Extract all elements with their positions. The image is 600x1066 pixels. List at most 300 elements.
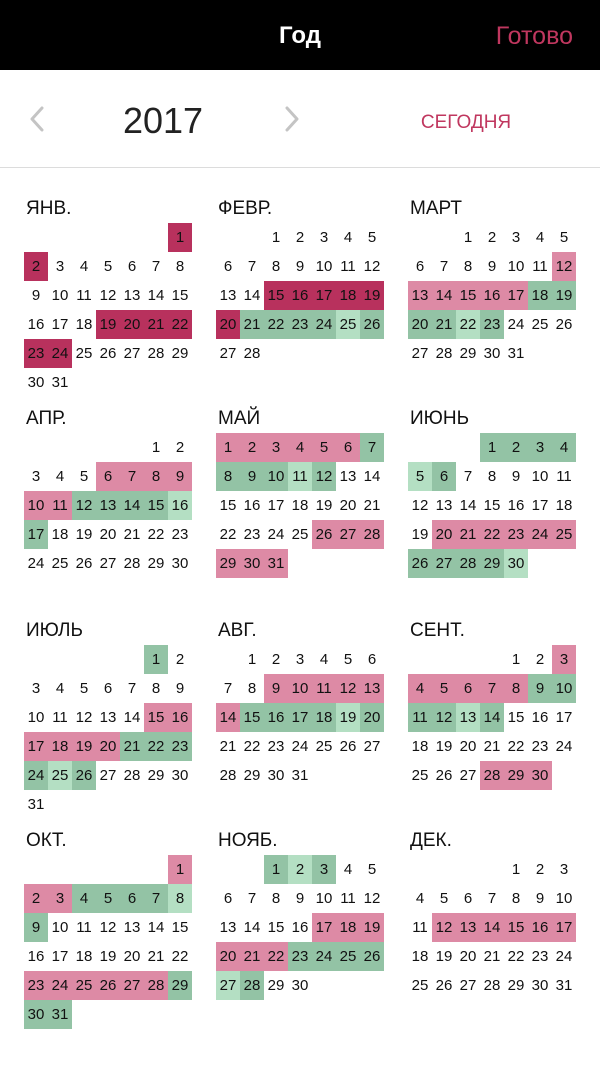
day-cell[interactable]: 27	[411, 345, 429, 362]
day-cell[interactable]: 13	[219, 287, 237, 304]
day-cell[interactable]: 4	[319, 651, 329, 668]
day-cell-lightgreen[interactable]: 25	[48, 761, 72, 790]
day-cell-green[interactable]: 13	[96, 491, 120, 520]
day-cell[interactable]: 19	[315, 497, 333, 514]
day-cell[interactable]: 6	[223, 258, 233, 275]
day-cell[interactable]: 19	[435, 948, 453, 965]
day-cell-pink[interactable]: 22	[264, 942, 288, 971]
day-cell-green[interactable]: 22	[264, 310, 288, 339]
day-cell[interactable]: 24	[27, 555, 45, 572]
day-cell[interactable]: 19	[99, 948, 117, 965]
day-cell-green[interactable]: 11	[408, 703, 432, 732]
day-cell[interactable]: 28	[123, 555, 141, 572]
month-10[interactable]	[24, 827, 192, 1029]
day-cell[interactable]: 9	[175, 680, 185, 697]
day-cell[interactable]: 28	[147, 345, 165, 362]
day-cell[interactable]: 7	[463, 468, 473, 485]
day-cell[interactable]: 29	[267, 977, 285, 994]
day-cell[interactable]: 27	[459, 977, 477, 994]
day-cell[interactable]: 25	[75, 345, 93, 362]
prev-year-button[interactable]	[27, 104, 49, 134]
day-cell-pink[interactable]: 25	[552, 520, 576, 549]
day-cell-green[interactable]: 26	[360, 942, 384, 971]
day-cell-green[interactable]: 1	[480, 433, 504, 462]
day-cell-pink[interactable]: 30	[528, 761, 552, 790]
day-cell-pink[interactable]: 20	[96, 732, 120, 761]
day-cell[interactable]: 5	[439, 890, 449, 907]
day-cell-green[interactable]: 8	[216, 462, 240, 491]
day-cell-pink[interactable]: 18	[48, 732, 72, 761]
day-cell-green[interactable]: 21	[240, 310, 264, 339]
day-cell-dark[interactable]: 23	[24, 339, 48, 368]
day-cell-pink[interactable]: 23	[504, 520, 528, 549]
day-cell-green[interactable]: 24	[312, 310, 336, 339]
day-cell-pink[interactable]: 1	[168, 855, 192, 884]
day-cell-green[interactable]: 29	[168, 971, 192, 1000]
day-cell-green[interactable]: 6	[120, 884, 144, 913]
day-cell[interactable]: 5	[367, 861, 377, 878]
day-cell[interactable]: 30	[171, 555, 189, 572]
day-cell[interactable]: 29	[507, 977, 525, 994]
day-cell-pink[interactable]: 7	[480, 674, 504, 703]
day-cell[interactable]: 25	[531, 316, 549, 333]
day-cell-pink[interactable]: 9	[264, 674, 288, 703]
day-cell-pink[interactable]: 11	[48, 491, 72, 520]
day-cell[interactable]: 16	[27, 948, 45, 965]
day-cell-pink[interactable]: 17	[552, 913, 576, 942]
day-cell[interactable]: 5	[343, 651, 353, 668]
day-cell-pink[interactable]: 6	[96, 462, 120, 491]
day-cell-pink[interactable]: 14	[432, 281, 456, 310]
day-cell[interactable]: 28	[123, 767, 141, 784]
day-cell[interactable]: 9	[535, 890, 545, 907]
day-cell-green[interactable]: 1	[264, 855, 288, 884]
day-cell-pink[interactable]: 15	[144, 703, 168, 732]
day-cell[interactable]: 15	[219, 497, 237, 514]
day-cell[interactable]: 28	[435, 345, 453, 362]
day-cell-green[interactable]: 15	[144, 491, 168, 520]
day-cell[interactable]: 8	[487, 468, 497, 485]
day-cell[interactable]: 29	[147, 767, 165, 784]
day-cell[interactable]: 7	[439, 258, 449, 275]
day-cell[interactable]: 27	[99, 555, 117, 572]
day-cell[interactable]: 10	[315, 890, 333, 907]
day-cell-lightgreen[interactable]: 22	[456, 310, 480, 339]
day-cell[interactable]: 13	[99, 709, 117, 726]
day-cell-green[interactable]: 23	[288, 310, 312, 339]
day-cell[interactable]: 18	[75, 948, 93, 965]
day-cell[interactable]: 20	[123, 948, 141, 965]
day-cell-pink[interactable]: 19	[360, 913, 384, 942]
day-cell[interactable]: 3	[559, 861, 569, 878]
day-cell-lightgreen[interactable]: 30	[504, 549, 528, 578]
day-cell[interactable]: 20	[459, 738, 477, 755]
day-cell[interactable]: 21	[483, 738, 501, 755]
day-cell[interactable]: 29	[171, 345, 189, 362]
day-cell-green[interactable]: 28	[240, 971, 264, 1000]
day-cell[interactable]: 4	[415, 890, 425, 907]
day-cell-pink[interactable]: 2	[240, 433, 264, 462]
day-cell[interactable]: 3	[319, 229, 329, 246]
day-cell[interactable]: 21	[219, 738, 237, 755]
day-cell[interactable]: 11	[52, 709, 68, 726]
day-cell-green[interactable]: 3	[528, 433, 552, 462]
day-cell-green[interactable]: 5	[96, 884, 120, 913]
day-cell[interactable]: 18	[411, 738, 429, 755]
day-cell[interactable]: 7	[151, 258, 161, 275]
day-cell-pink[interactable]: 10	[24, 491, 48, 520]
day-cell-pink[interactable]: 28	[144, 971, 168, 1000]
day-cell[interactable]: 18	[555, 497, 573, 514]
day-cell[interactable]: 9	[511, 468, 521, 485]
day-cell[interactable]: 4	[79, 258, 89, 275]
day-cell[interactable]: 21	[363, 497, 381, 514]
day-cell-pink[interactable]: 19	[72, 732, 96, 761]
day-cell-lightgreen[interactable]: 13	[456, 703, 480, 732]
day-cell[interactable]: 19	[435, 738, 453, 755]
day-cell[interactable]: 3	[31, 680, 41, 697]
day-cell-green[interactable]: 17	[24, 520, 48, 549]
day-cell[interactable]: 12	[363, 890, 381, 907]
day-cell-lightgreen[interactable]: 25	[336, 310, 360, 339]
day-cell[interactable]: 14	[363, 468, 381, 485]
day-cell-pink[interactable]: 5	[432, 674, 456, 703]
day-cell-green[interactable]: 27	[432, 549, 456, 578]
day-cell[interactable]: 14	[459, 497, 477, 514]
day-cell-dark[interactable]: 2	[24, 252, 48, 281]
month-4[interactable]	[24, 405, 192, 578]
done-button[interactable]: Готово	[495, 22, 573, 50]
day-cell[interactable]: 15	[267, 919, 285, 936]
day-cell-pink[interactable]: 20	[432, 520, 456, 549]
day-cell-pink[interactable]: 3	[552, 645, 576, 674]
next-year-button[interactable]	[280, 104, 302, 134]
day-cell-green[interactable]: 1	[144, 645, 168, 674]
day-cell[interactable]: 29	[243, 767, 261, 784]
day-cell-green[interactable]: 24	[24, 761, 48, 790]
day-cell[interactable]: 11	[556, 468, 572, 485]
day-cell[interactable]: 26	[435, 977, 453, 994]
day-cell-pink[interactable]: 8	[144, 462, 168, 491]
day-cell[interactable]: 2	[535, 651, 545, 668]
day-cell[interactable]: 8	[151, 680, 161, 697]
day-cell[interactable]: 16	[243, 497, 261, 514]
day-cell-pink[interactable]: 27	[336, 520, 360, 549]
day-cell-pink[interactable]: 21	[240, 942, 264, 971]
day-cell-pink[interactable]: 14	[480, 913, 504, 942]
day-cell[interactable]: 29	[147, 555, 165, 572]
day-cell[interactable]: 20	[459, 948, 477, 965]
day-cell-dark[interactable]: 19	[96, 310, 120, 339]
day-cell-green[interactable]: 12	[312, 462, 336, 491]
day-cell[interactable]: 2	[295, 229, 305, 246]
month-7[interactable]	[24, 617, 192, 819]
day-cell[interactable]: 25	[411, 977, 429, 994]
day-cell-lightgreen[interactable]: 8	[168, 884, 192, 913]
day-cell-pink[interactable]: 26	[96, 971, 120, 1000]
day-cell[interactable]: 14	[147, 919, 165, 936]
day-cell[interactable]: 4	[55, 680, 65, 697]
day-cell[interactable]: 26	[75, 555, 93, 572]
day-cell[interactable]: 8	[247, 680, 257, 697]
day-cell[interactable]: 11	[412, 919, 428, 936]
day-cell-lightgreen[interactable]: 16	[168, 491, 192, 520]
day-cell-dark[interactable]: 21	[144, 310, 168, 339]
day-cell[interactable]: 7	[247, 890, 257, 907]
day-cell-green[interactable]: 9	[240, 462, 264, 491]
day-cell[interactable]: 7	[487, 890, 497, 907]
day-cell-green[interactable]: 20	[408, 310, 432, 339]
day-cell-green[interactable]: 23	[168, 732, 192, 761]
day-cell[interactable]: 19	[411, 526, 429, 543]
day-cell-pink[interactable]: 25	[72, 971, 96, 1000]
day-cell-pink[interactable]: 17	[504, 281, 528, 310]
day-cell[interactable]: 27	[363, 738, 381, 755]
day-cell-green[interactable]: 17	[288, 703, 312, 732]
day-cell[interactable]: 24	[507, 316, 525, 333]
day-cell-pink[interactable]: 6	[336, 433, 360, 462]
month-1[interactable]	[24, 195, 192, 397]
day-cell[interactable]: 1	[463, 229, 473, 246]
day-cell-green[interactable]: 12	[72, 491, 96, 520]
day-cell[interactable]: 29	[459, 345, 477, 362]
day-cell[interactable]: 13	[219, 919, 237, 936]
day-cell[interactable]: 17	[51, 948, 69, 965]
day-cell-pink[interactable]: 18	[336, 913, 360, 942]
day-cell[interactable]: 12	[99, 287, 117, 304]
day-cell[interactable]: 28	[483, 977, 501, 994]
day-cell[interactable]: 13	[339, 468, 357, 485]
day-cell[interactable]: 27	[219, 345, 237, 362]
day-cell-pink[interactable]: 2	[24, 884, 48, 913]
day-cell-pink[interactable]: 13	[456, 913, 480, 942]
day-cell[interactable]: 11	[76, 919, 92, 936]
day-cell[interactable]: 6	[463, 890, 473, 907]
day-cell-green[interactable]: 3	[312, 855, 336, 884]
day-cell-pink[interactable]: 26	[312, 520, 336, 549]
day-cell-pink[interactable]: 24	[528, 520, 552, 549]
day-cell-pink[interactable]: 15	[456, 281, 480, 310]
day-cell[interactable]: 15	[171, 287, 189, 304]
today-button[interactable]: СЕГОДНЯ	[420, 112, 512, 133]
day-cell[interactable]: 15	[507, 709, 525, 726]
day-cell-pink[interactable]: 16	[168, 703, 192, 732]
day-cell[interactable]: 25	[411, 767, 429, 784]
day-cell-green[interactable]: 10	[264, 462, 288, 491]
day-cell-pink[interactable]: 27	[120, 971, 144, 1000]
day-cell[interactable]: 31	[51, 374, 69, 391]
day-cell[interactable]: 1	[511, 861, 521, 878]
day-cell-pink[interactable]: 29	[504, 761, 528, 790]
day-cell[interactable]: 10	[51, 287, 69, 304]
day-cell[interactable]: 24	[267, 526, 285, 543]
day-cell[interactable]: 2	[535, 861, 545, 878]
day-cell-green[interactable]: 7	[144, 884, 168, 913]
day-cell[interactable]: 7	[247, 258, 257, 275]
day-cell-dark[interactable]: 20	[216, 310, 240, 339]
day-cell[interactable]: 18	[51, 526, 69, 543]
day-cell[interactable]: 30	[531, 977, 549, 994]
day-cell[interactable]: 14	[243, 919, 261, 936]
day-cell-pink[interactable]: 1	[216, 433, 240, 462]
day-cell[interactable]: 25	[51, 555, 69, 572]
day-cell[interactable]: 1	[247, 651, 257, 668]
day-cell-dark[interactable]: 15	[264, 281, 288, 310]
day-cell-pink[interactable]: 20	[216, 942, 240, 971]
day-cell-pink[interactable]: 8	[504, 674, 528, 703]
day-cell-pink[interactable]: 28	[360, 520, 384, 549]
day-cell[interactable]: 22	[507, 738, 525, 755]
month-6[interactable]	[408, 405, 576, 578]
day-cell[interactable]: 22	[243, 738, 261, 755]
day-cell-green[interactable]: 25	[336, 942, 360, 971]
day-cell[interactable]: 2	[175, 439, 185, 456]
day-cell[interactable]: 10	[555, 890, 573, 907]
day-cell-dark[interactable]: 17	[312, 281, 336, 310]
day-cell[interactable]: 17	[555, 709, 573, 726]
day-cell[interactable]: 30	[483, 345, 501, 362]
day-cell[interactable]: 1	[151, 439, 161, 456]
day-cell-green[interactable]: 14	[480, 703, 504, 732]
day-cell[interactable]: 11	[340, 890, 356, 907]
day-cell-pink[interactable]: 21	[456, 520, 480, 549]
day-cell[interactable]: 10	[315, 258, 333, 275]
day-cell[interactable]: 5	[79, 468, 89, 485]
day-cell[interactable]: 23	[531, 738, 549, 755]
day-cell[interactable]: 20	[339, 497, 357, 514]
day-cell[interactable]: 1	[511, 651, 521, 668]
day-cell[interactable]: 24	[555, 948, 573, 965]
day-cell-pink[interactable]: 12	[336, 674, 360, 703]
day-cell-dark[interactable]: 18	[336, 281, 360, 310]
day-cell[interactable]: 16	[27, 316, 45, 333]
day-cell[interactable]: 13	[123, 287, 141, 304]
day-cell-green[interactable]: 18	[312, 703, 336, 732]
day-cell-green[interactable]: 12	[432, 703, 456, 732]
day-cell-pink[interactable]: 10	[288, 674, 312, 703]
day-cell-pink[interactable]: 7	[120, 462, 144, 491]
day-cell[interactable]: 22	[171, 948, 189, 965]
day-cell-pink[interactable]: 22	[480, 520, 504, 549]
day-cell[interactable]: 6	[127, 258, 137, 275]
day-cell[interactable]: 8	[175, 258, 185, 275]
day-cell-green[interactable]: 16	[264, 703, 288, 732]
day-cell-dark[interactable]: 1	[168, 223, 192, 252]
day-cell-green[interactable]: 4	[72, 884, 96, 913]
day-cell-green[interactable]: 26	[360, 310, 384, 339]
day-cell[interactable]: 18	[411, 948, 429, 965]
day-cell[interactable]: 28	[243, 345, 261, 362]
day-cell[interactable]: 27	[123, 345, 141, 362]
day-cell[interactable]: 7	[223, 680, 233, 697]
day-cell-pink[interactable]: 29	[216, 549, 240, 578]
day-cell-green[interactable]: 24	[312, 942, 336, 971]
day-cell[interactable]: 5	[79, 680, 89, 697]
day-cell-pink[interactable]: 13	[408, 281, 432, 310]
day-cell-dark[interactable]: 20	[120, 310, 144, 339]
day-cell[interactable]: 15	[483, 497, 501, 514]
day-cell[interactable]: 20	[99, 526, 117, 543]
day-cell[interactable]: 19	[75, 526, 93, 543]
day-cell[interactable]: 22	[219, 526, 237, 543]
day-cell-lightgreen[interactable]: 5	[408, 462, 432, 491]
day-cell[interactable]: 26	[435, 767, 453, 784]
day-cell-pink[interactable]: 12	[432, 913, 456, 942]
day-cell-pink[interactable]: 3	[48, 884, 72, 913]
day-cell[interactable]: 2	[175, 651, 185, 668]
day-cell-dark[interactable]: 19	[360, 281, 384, 310]
day-cell[interactable]: 24	[555, 738, 573, 755]
day-cell[interactable]: 23	[171, 526, 189, 543]
day-cell[interactable]: 11	[532, 258, 548, 275]
day-cell[interactable]: 5	[103, 258, 113, 275]
day-cell-pink[interactable]: 16	[480, 281, 504, 310]
day-cell[interactable]: 16	[507, 497, 525, 514]
day-cell[interactable]: 22	[507, 948, 525, 965]
day-cell-green[interactable]: 15	[240, 703, 264, 732]
month-5[interactable]	[216, 405, 384, 578]
day-cell[interactable]: 6	[367, 651, 377, 668]
day-cell[interactable]: 31	[507, 345, 525, 362]
day-cell-green[interactable]: 31	[48, 1000, 72, 1029]
day-cell-green[interactable]: 10	[552, 674, 576, 703]
day-cell[interactable]: 12	[363, 258, 381, 275]
day-cell-pink[interactable]: 23	[24, 971, 48, 1000]
day-cell[interactable]: 17	[531, 497, 549, 514]
day-cell-green[interactable]: 19	[552, 281, 576, 310]
day-cell[interactable]: 3	[55, 258, 65, 275]
day-cell-green[interactable]: 21	[432, 310, 456, 339]
day-cell-pink[interactable]: 4	[408, 674, 432, 703]
day-cell-green[interactable]: 9	[528, 674, 552, 703]
day-cell[interactable]: 13	[123, 919, 141, 936]
day-cell-pink[interactable]: 17	[312, 913, 336, 942]
day-cell[interactable]: 22	[147, 526, 165, 543]
day-cell[interactable]: 5	[367, 229, 377, 246]
day-cell[interactable]: 14	[243, 287, 261, 304]
day-cell[interactable]: 25	[291, 526, 309, 543]
day-cell[interactable]: 10	[531, 468, 549, 485]
day-cell[interactable]: 11	[76, 287, 92, 304]
day-cell[interactable]: 1	[271, 229, 281, 246]
day-cell-pink[interactable]: 12	[552, 252, 576, 281]
day-cell[interactable]: 30	[267, 767, 285, 784]
month-2[interactable]	[216, 195, 384, 368]
day-cell-dark[interactable]: 16	[288, 281, 312, 310]
day-cell[interactable]: 12	[99, 919, 117, 936]
day-cell-dark[interactable]: 22	[168, 310, 192, 339]
day-cell-pink[interactable]: 5	[312, 433, 336, 462]
day-cell[interactable]: 9	[295, 890, 305, 907]
day-cell-dark[interactable]: 24	[48, 339, 72, 368]
day-cell[interactable]: 13	[435, 497, 453, 514]
day-cell[interactable]: 16	[531, 709, 549, 726]
day-cell[interactable]: 8	[271, 258, 281, 275]
day-cell[interactable]: 26	[339, 738, 357, 755]
day-cell[interactable]: 6	[223, 890, 233, 907]
day-cell-green[interactable]: 20	[360, 703, 384, 732]
day-cell[interactable]: 21	[147, 948, 165, 965]
day-cell[interactable]: 30	[27, 374, 45, 391]
month-12[interactable]	[408, 827, 576, 1000]
day-cell[interactable]: 21	[123, 526, 141, 543]
month-11[interactable]	[216, 827, 384, 1000]
day-cell-pink[interactable]: 15	[504, 913, 528, 942]
day-cell-green[interactable]: 2	[504, 433, 528, 462]
day-cell[interactable]: 3	[511, 229, 521, 246]
day-cell-pink[interactable]: 3	[264, 433, 288, 462]
day-cell-pink[interactable]: 17	[24, 732, 48, 761]
